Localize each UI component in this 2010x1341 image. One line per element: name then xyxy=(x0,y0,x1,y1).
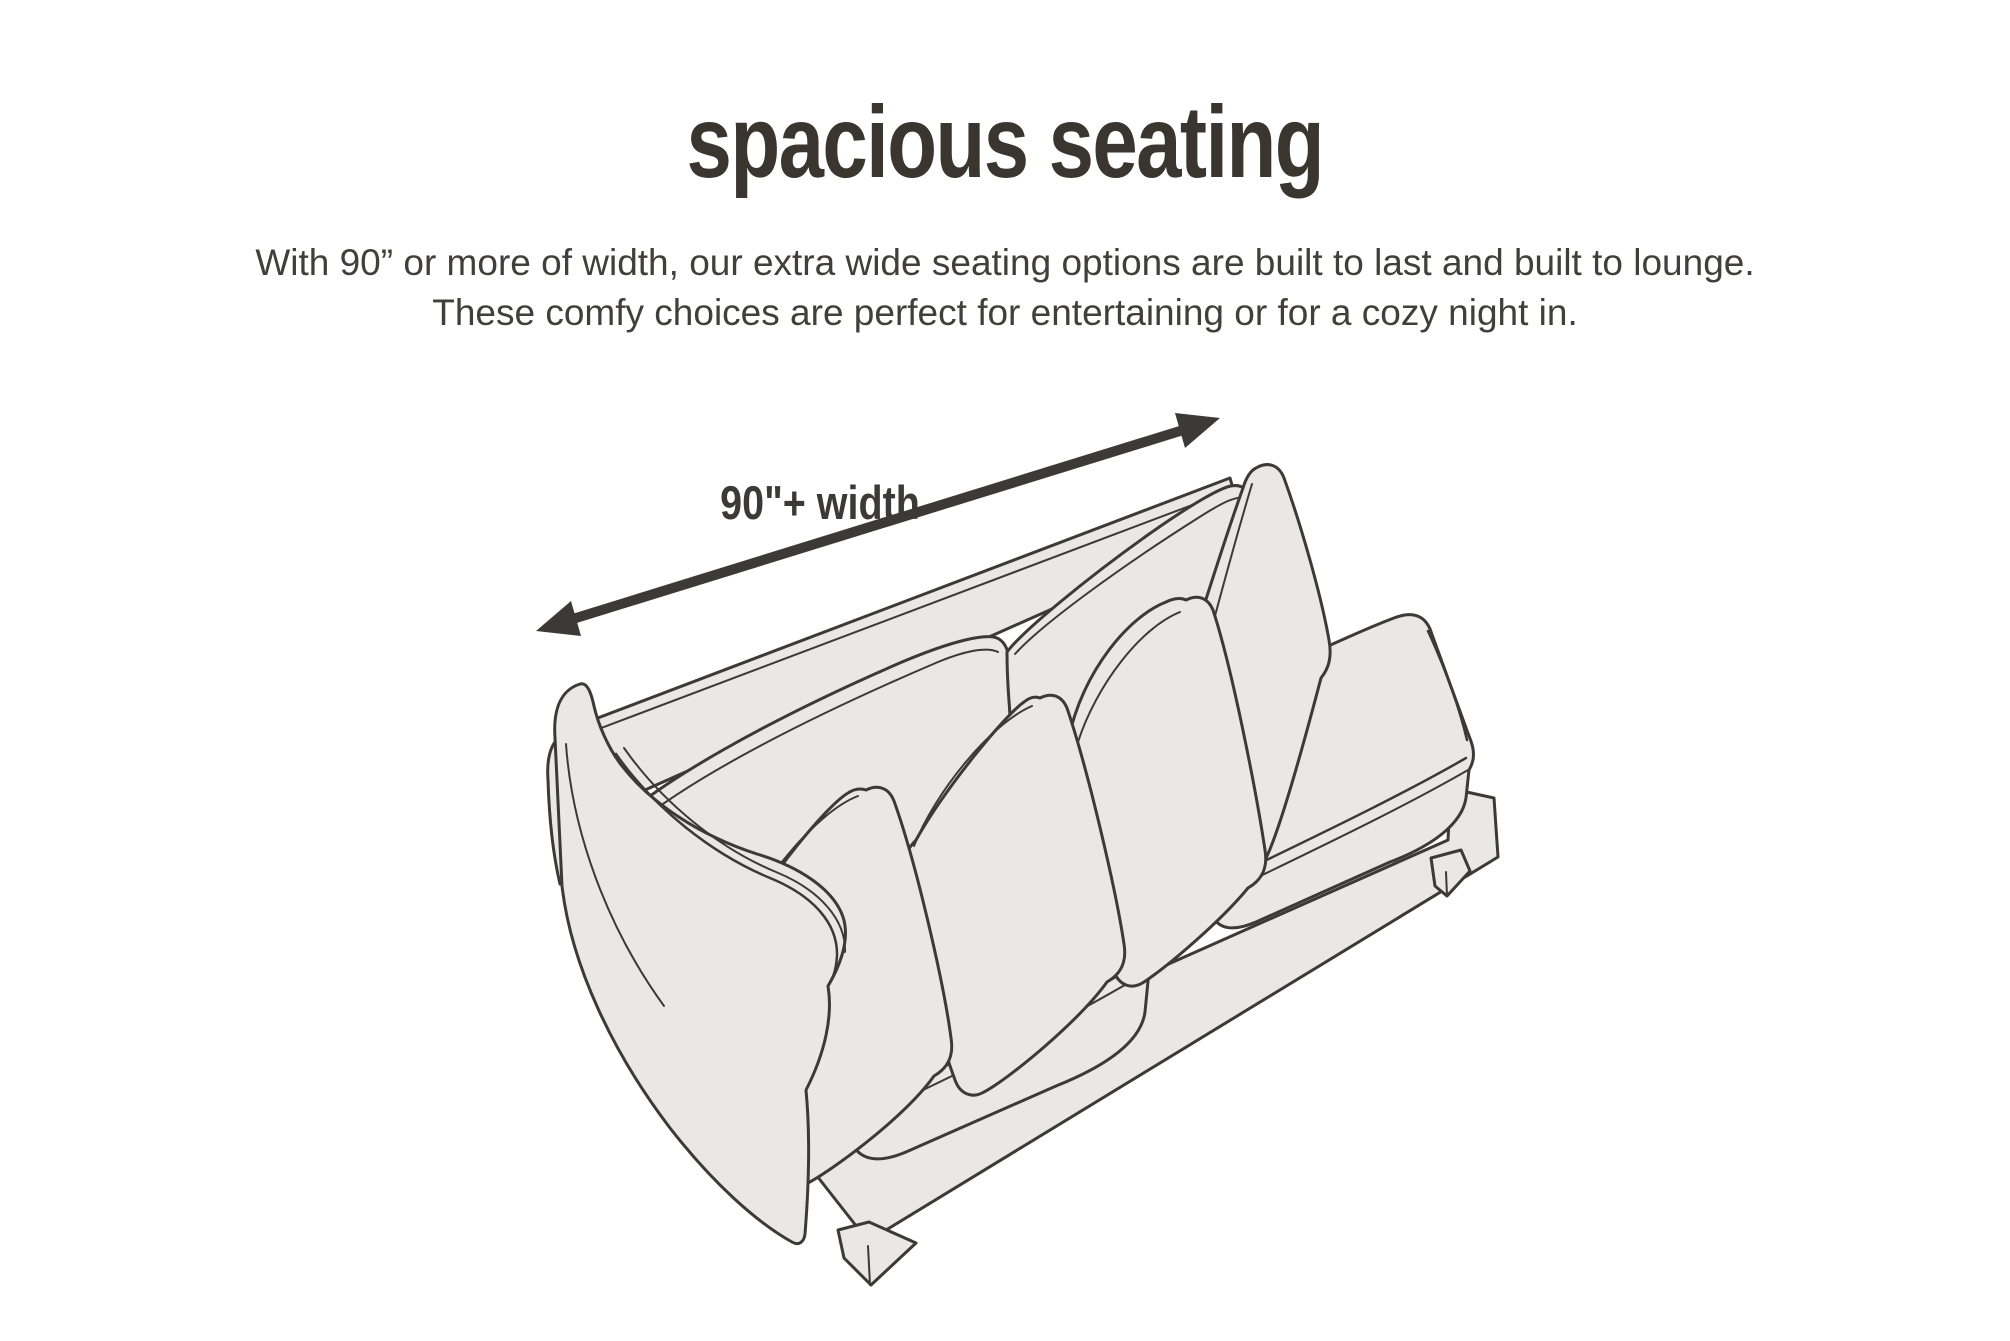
headline-text: spacious seating xyxy=(686,85,1324,199)
description-line-1: With 90” or more of width, our extra wide seating options are built to last and built to lounge. xyxy=(255,242,1755,283)
sofa-foot-front xyxy=(838,1222,916,1285)
sofa-foot-right xyxy=(1431,850,1470,896)
dimension-label: 90"+ width xyxy=(720,477,920,530)
description-line-2: These comfy choices are perfect for entertaining or for a cozy night in. xyxy=(432,292,1578,333)
arrow-head-left xyxy=(536,601,581,636)
arrow-head-right xyxy=(1175,413,1220,448)
